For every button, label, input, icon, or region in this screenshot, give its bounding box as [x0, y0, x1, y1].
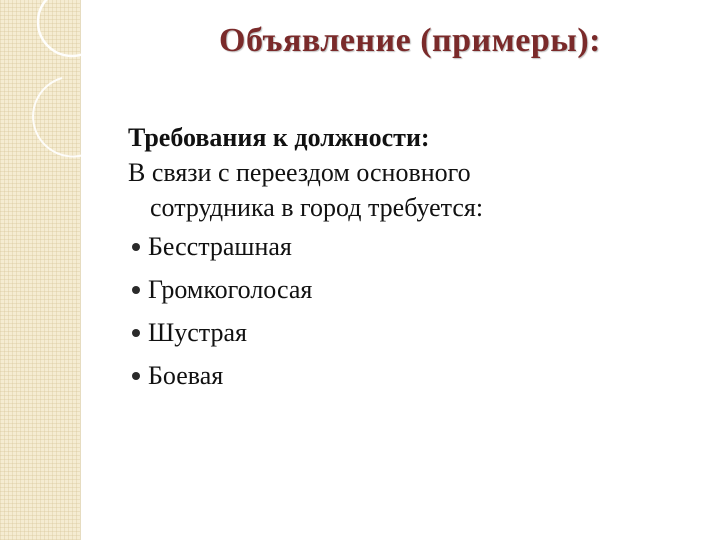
bullet-icon	[132, 286, 140, 294]
list-item	[128, 225, 688, 268]
bullet-icon	[132, 329, 140, 337]
list-item	[128, 268, 688, 311]
list-item-label: Боевая	[148, 361, 224, 390]
bullet-list	[128, 225, 688, 397]
intro-line-1: В связи с переездом основного	[128, 158, 471, 187]
list-item-label: Шустрая	[148, 318, 247, 347]
bullet-icon	[132, 372, 140, 380]
decorative-circles	[0, 0, 120, 200]
bullet-icon	[132, 243, 140, 251]
slide-title: Объявление (примеры):	[219, 22, 601, 59]
list-item	[128, 311, 688, 354]
list-item-label: Бесстрашная	[148, 232, 292, 261]
slide-content	[128, 120, 688, 397]
list-item	[128, 354, 688, 397]
list-item-label: Громкоголосая	[148, 275, 313, 304]
intro-paragraph	[128, 155, 688, 225]
intro-line-2: сотрудника в город требуется:	[150, 193, 484, 222]
requirements-heading: Требования к должности:	[128, 123, 430, 152]
